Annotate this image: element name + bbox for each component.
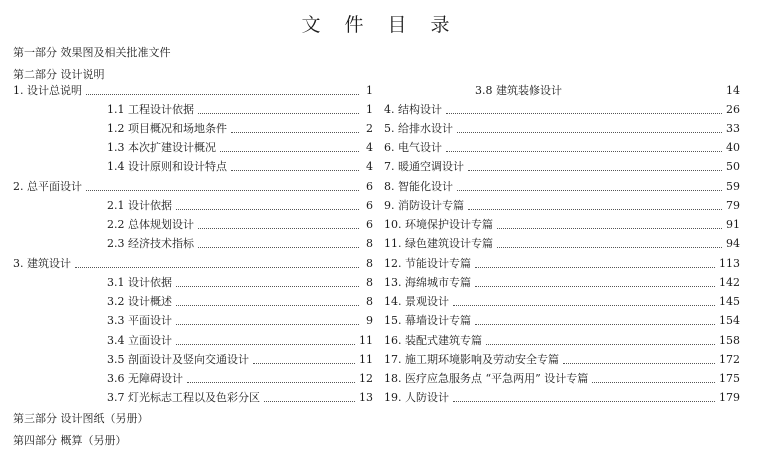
toc-entry-title: 2. 总平面设计 — [13, 180, 82, 193]
toc-entry-page: 6 — [366, 199, 373, 212]
dot-leader — [176, 321, 359, 325]
dot-leader — [457, 187, 722, 191]
toc-entry-title: 1.2 项目概况和场地条件 — [107, 122, 227, 135]
toc-entry — [107, 237, 373, 251]
toc-entry — [384, 295, 740, 309]
dot-leader — [475, 321, 715, 325]
dot-leader — [231, 167, 359, 171]
dot-leader — [176, 206, 359, 210]
toc-entry — [384, 314, 740, 328]
part-three-heading: 第三部分 设计图纸（另册） — [13, 412, 149, 425]
toc-entry-page: 11 — [359, 353, 373, 366]
toc-entry-page: 33 — [726, 122, 740, 135]
toc-entry — [384, 122, 740, 136]
toc-entry-title: 17. 施工期环境影响及劳动安全专篇 — [384, 353, 559, 366]
toc-entry — [13, 257, 373, 271]
toc-entry — [107, 295, 373, 309]
toc-entry — [107, 218, 373, 232]
part-four-heading: 第四部分 概算（另册） — [13, 434, 127, 447]
toc-entry-page: 11 — [359, 334, 373, 347]
toc-entry-title: 13. 海绵城市专篇 — [384, 276, 471, 289]
toc-entry-page: 59 — [726, 180, 740, 193]
dot-leader — [198, 110, 359, 114]
dot-leader — [176, 302, 359, 306]
dot-leader — [453, 398, 715, 402]
dot-leader — [475, 264, 715, 268]
toc-entry-page: 179 — [719, 391, 740, 404]
dot-leader — [497, 225, 722, 229]
toc-entry-page: 12 — [359, 372, 373, 385]
toc-entry — [13, 84, 373, 98]
dot-leader — [231, 129, 359, 133]
toc-entry — [107, 276, 373, 290]
toc-entry — [384, 199, 740, 213]
toc-entry-page: 158 — [719, 334, 740, 347]
toc-entry-title: 11. 绿色建筑设计专篇 — [384, 237, 493, 250]
toc-entry — [107, 334, 373, 348]
toc-entry-page: 1 — [366, 103, 373, 116]
dot-leader — [475, 283, 715, 287]
toc-entry — [107, 353, 373, 367]
toc-entry-page: 40 — [726, 141, 740, 154]
toc-entry-page: 172 — [719, 353, 740, 366]
toc-entry — [384, 276, 740, 290]
toc-entry-title: 3.6 无障碍设计 — [107, 372, 183, 385]
toc-entry — [107, 199, 373, 213]
dot-leader — [86, 91, 359, 95]
dot-leader — [176, 341, 355, 345]
toc-entry-title: 9. 消防设计专篇 — [384, 199, 464, 212]
toc-entry-page: 4 — [366, 141, 373, 154]
dot-leader — [187, 379, 355, 383]
dot-leader — [176, 283, 359, 287]
toc-entry-page: 1 — [366, 84, 373, 97]
toc-entry — [107, 141, 373, 155]
toc-entry-page: 13 — [359, 391, 373, 404]
toc-entry-page: 8 — [366, 276, 373, 289]
toc-entry — [107, 160, 373, 174]
dot-leader — [264, 398, 355, 402]
toc-entry-page: 6 — [366, 180, 373, 193]
dot-leader — [446, 110, 722, 114]
toc-entry — [384, 372, 740, 386]
toc-entry — [107, 391, 373, 405]
toc-entry-title: 2.2 总体规划设计 — [107, 218, 194, 231]
toc-entry-title: 3.2 设计概述 — [107, 295, 172, 308]
toc-entry-page: 50 — [726, 160, 740, 173]
toc-entry-title: 1.3 本次扩建设计概况 — [107, 141, 216, 154]
toc-entry-title: 3.1 设计依据 — [107, 276, 172, 289]
toc-entry-title: 3. 建筑设计 — [13, 257, 71, 270]
toc-entry — [107, 122, 373, 136]
part-two-heading: 第二部分 设计说明 — [13, 68, 105, 81]
toc-entry-title: 2.1 设计依据 — [107, 199, 172, 212]
toc-entry-page: 142 — [719, 276, 740, 289]
toc-entry — [384, 180, 740, 194]
dot-leader — [457, 129, 722, 133]
toc-entry-title: 3.3 平面设计 — [107, 314, 172, 327]
toc-entry — [475, 84, 740, 98]
toc-entry-title: 4. 结构设计 — [384, 103, 442, 116]
toc-entry-page: 91 — [726, 218, 740, 231]
toc-entry-page: 8 — [366, 295, 373, 308]
dot-leader — [446, 148, 722, 152]
toc-entry-title: 3.4 立面设计 — [107, 334, 172, 347]
toc-entry-title: 16. 装配式建筑专篇 — [384, 334, 482, 347]
toc-entry-page: 26 — [726, 103, 740, 116]
dot-leader — [468, 167, 722, 171]
toc-entry-title: 3.5 剖面设计及竖向交通设计 — [107, 353, 249, 366]
toc-entry-page: 8 — [366, 237, 373, 250]
toc-entry — [107, 372, 373, 386]
toc-entry-page: 79 — [726, 199, 740, 212]
toc-entry-page: 14 — [726, 84, 740, 97]
part-one-heading: 第一部分 效果图及相关批准文件 — [13, 46, 171, 59]
toc-entry — [384, 353, 740, 367]
toc-entry-title: 15. 幕墙设计专篇 — [384, 314, 471, 327]
toc-entry-page: 113 — [719, 257, 740, 270]
dot-leader — [220, 148, 359, 152]
toc-entry — [384, 160, 740, 174]
toc-entry — [384, 218, 740, 232]
toc-entry — [107, 103, 373, 117]
toc-entry-title: 1.1 工程设计依据 — [107, 103, 194, 116]
toc-entry-title: 5. 给排水设计 — [384, 122, 453, 135]
toc-entry-page: 94 — [726, 237, 740, 250]
dot-leader — [497, 244, 722, 248]
toc-entry — [384, 257, 740, 271]
dot-leader — [453, 302, 715, 306]
toc-entry-title: 19. 人防设计 — [384, 391, 449, 404]
toc-entry-title: 3.7 灯光标志工程以及色彩分区 — [107, 391, 260, 404]
toc-entry — [384, 141, 740, 155]
toc-entry-page: 6 — [366, 218, 373, 231]
toc-entry-title: 12. 节能设计专篇 — [384, 257, 471, 270]
dot-leader — [198, 225, 359, 229]
toc-entry-title: 6. 电气设计 — [384, 141, 442, 154]
toc-entry — [384, 334, 740, 348]
toc-entry-title: 1. 设计总说明 — [13, 84, 82, 97]
toc-entry-page: 9 — [366, 314, 373, 327]
toc-entry-page: 8 — [366, 257, 373, 270]
dot-leader — [253, 360, 355, 364]
toc-entry-page: 145 — [719, 295, 740, 308]
document-title: 文 件 目 录 — [301, 14, 459, 36]
dot-leader — [592, 379, 715, 383]
toc-entry-title: 18. 医疗应急服务点 “平急两用” 设计专篇 — [384, 372, 589, 385]
dot-leader — [198, 244, 359, 248]
toc-entry-page: 4 — [366, 160, 373, 173]
dot-leader — [468, 206, 722, 210]
toc-entry — [107, 314, 373, 328]
toc-entry — [384, 103, 740, 117]
toc-entry-page: 154 — [719, 314, 740, 327]
dot-leader — [486, 341, 715, 345]
toc-entry-title: 1.4 设计原则和设计特点 — [107, 160, 227, 173]
toc-entry-title: 14. 景观设计 — [384, 295, 449, 308]
dot-leader — [75, 264, 359, 268]
toc-entry-title: 3.8 建筑装修设计 — [475, 84, 562, 97]
dot-leader — [563, 360, 715, 364]
toc-entry-title: 2.3 经济技术指标 — [107, 237, 194, 250]
toc-entry-title: 10. 环境保护设计专篇 — [384, 218, 493, 231]
toc-entry-page: 2 — [366, 122, 373, 135]
toc-entry — [384, 237, 740, 251]
toc-entry-page: 175 — [719, 372, 740, 385]
dot-leader — [86, 187, 359, 191]
toc-entry-title: 7. 暖通空调设计 — [384, 160, 464, 173]
toc-entry — [384, 391, 740, 405]
toc-entry — [13, 180, 373, 194]
toc-entry-title: 8. 智能化设计 — [384, 180, 453, 193]
